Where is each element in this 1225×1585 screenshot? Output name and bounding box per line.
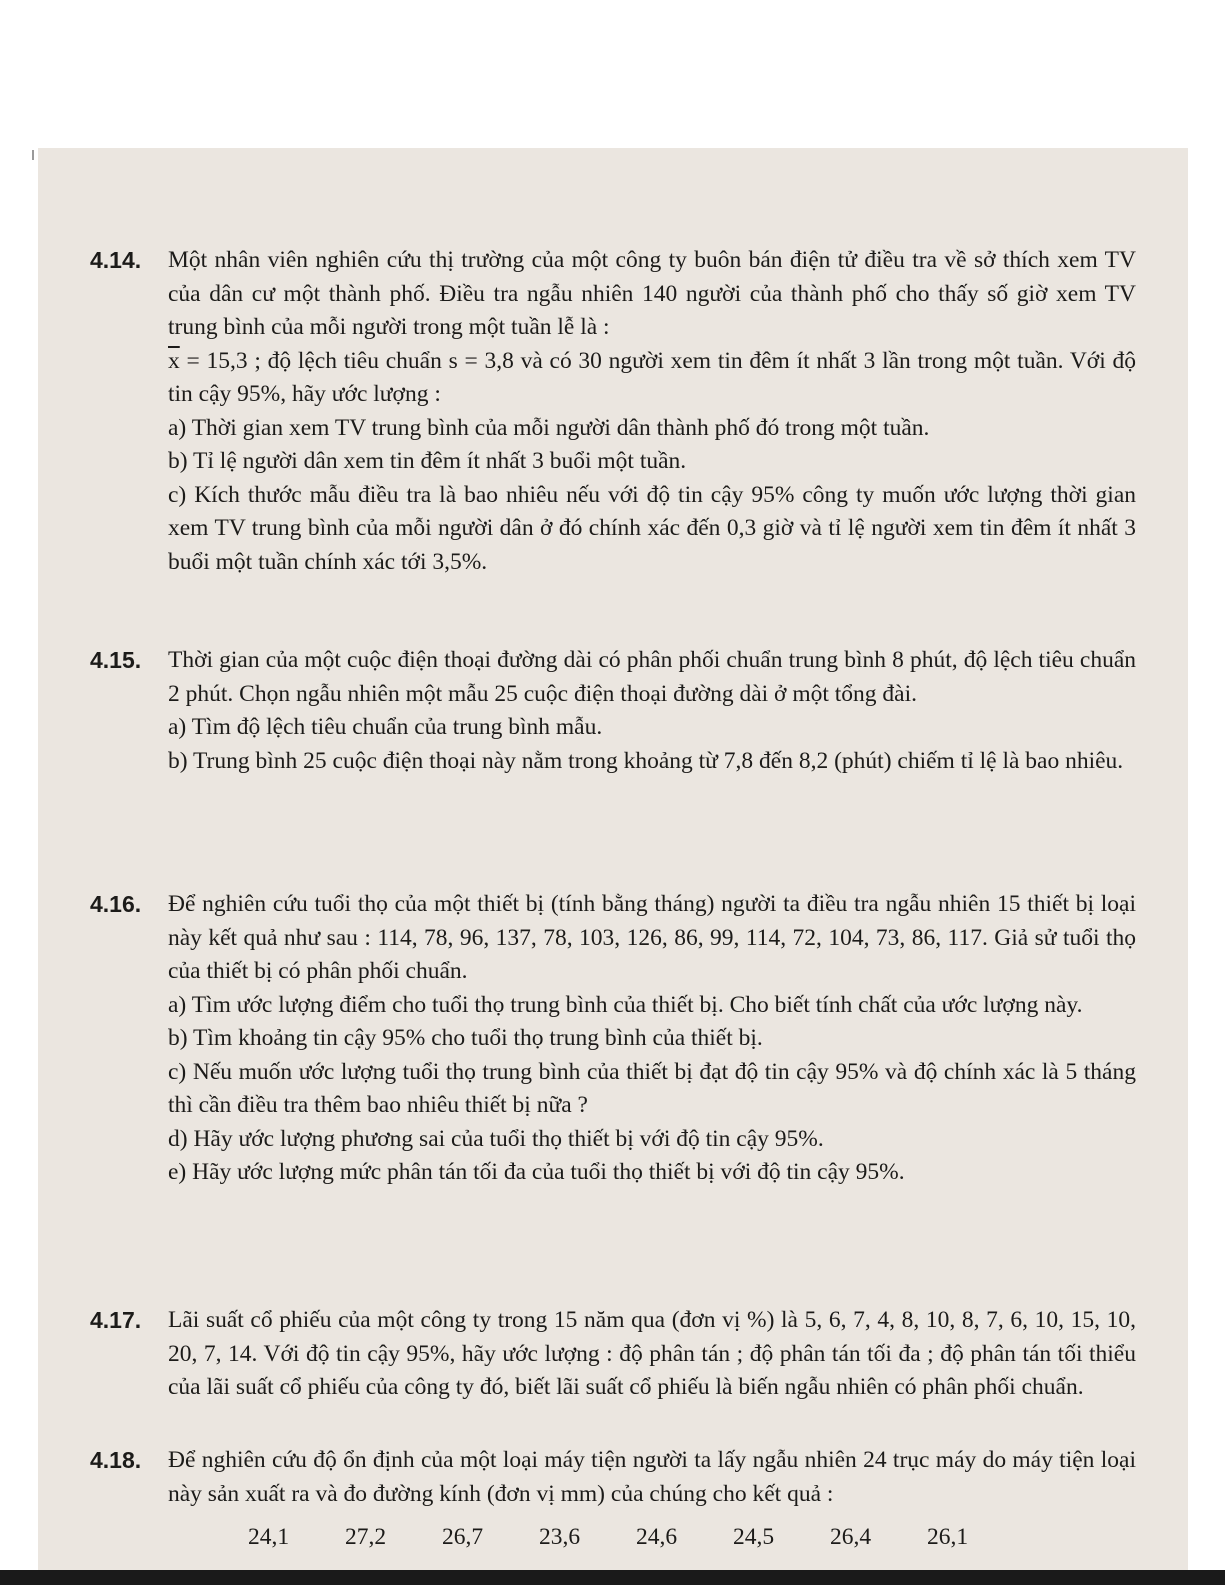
problem-number: 4.16. xyxy=(90,891,142,917)
problem-formula xyxy=(168,345,1136,412)
problem-body xyxy=(168,1304,1136,1405)
measurement-value: 26,1 xyxy=(927,1524,969,1550)
sub-question-b: b) Tỉ lệ người dân xem tin đêm ít nhất 3 buổi một tuần. xyxy=(168,448,687,474)
sub-question-d: d) Hãy ước lượng phương sai của tuổi thọ thiết bị với độ tin cậy 95%. xyxy=(168,1125,824,1152)
bottom-edge-bar xyxy=(0,1570,1225,1585)
scanned-page xyxy=(38,148,1188,1585)
xbar-symbol: $\overline{x}$ xyxy=(168,347,180,374)
problem-number: 4.14. xyxy=(90,247,142,273)
sub-question-b: b) Trung bình 25 cuộc điện thoại này nằm trong khoảng từ 7,8 đến 8,2 (phút) chiếm tỉ lệ là bao nhiêu. xyxy=(168,747,1124,774)
measurement-value: 26,4 xyxy=(830,1524,872,1550)
problem-4-15 xyxy=(90,644,1136,778)
problem-4-14 xyxy=(90,244,1136,579)
measurement-value: 27,2 xyxy=(345,1524,387,1550)
problem-number: 4.15. xyxy=(90,647,142,673)
formula-text: = 15,3 ; độ lệch tiêu chuẩn s = 3,8 và có 30 người xem tin đêm ít nhất 3 lần trong một tuần. Với độ tin cậy 95%, hãy ước lượng : xyxy=(168,347,1136,407)
sub-question-b: b) Tìm khoảng tin cậy 95% cho tuổi thọ trung bình của thiết bị. xyxy=(168,1025,763,1051)
problem-intro: Lãi suất cổ phiếu của một công ty trong 15 năm qua (đơn vị %) là 5, 6, 7, 4, 8, 10, 8, 7, 6, 10, 15, 10, 20, 7, 14. Với độ tin cậy 95%, hãy ước lượng : độ phân tán ; độ phân tán tối đa ; độ phân tán tối thiểu của lãi suất cổ phiếu của công ty đó, biết lãi suất cổ phiếu là biến ngẫu nhiên có phân phối chuẩn. xyxy=(168,1307,1136,1400)
measurement-value: 24,6 xyxy=(636,1524,678,1550)
problem-intro: Một nhân viên nghiên cứu thị trường của một công ty buôn bán điện tử điều tra về sở thích xem TV của dân cư một thành phố. Điều tra ngẫu nhiên 140 người của thành phố cho thấy số giờ xem TV trung bình của mỗi người trong một tuần lễ là : xyxy=(168,247,1136,340)
measurement-row xyxy=(168,1521,1136,1555)
problem-intro: Để nghiên cứu tuổi thọ của một thiết bị (tính bằng tháng) người ta điều tra ngẫu nhiên 15 thiết bị loại này kết quả như sau : 114, 78, 96, 137, 78, 103, 126, 86, 99, 114, 72, 104, 73, 86, 117. Giả sử tuổi thọ của thiết bị có phân phối chuẩn. xyxy=(168,891,1136,984)
sub-question-a: a) Tìm độ lệch tiêu chuẩn của trung bình mẫu. xyxy=(168,714,603,740)
measurement-value: 26,7 xyxy=(442,1524,484,1550)
problem-4-17 xyxy=(90,1304,1136,1405)
problem-number: 4.17. xyxy=(90,1307,142,1333)
problem-number: 4.18. xyxy=(90,1447,142,1473)
sub-question-c: c) Kích thước mẫu điều tra là bao nhiêu nếu với độ tin cậy 95% công ty muốn ước lượng thời gian xem TV trung bình của mỗi người dân ở đó chính xác đến 0,3 giờ và tỉ lệ người xem tin đêm ít nhất 3 buổi một tuần chính xác tới 3,5%. xyxy=(168,481,1136,575)
page-content xyxy=(38,148,1188,1585)
problem-intro: Để nghiên cứu độ ổn định của một loại máy tiện người ta lấy ngẫu nhiên 24 trục máy do máy tiện loại này sản xuất ra và đo đường kính (đơn vị mm) của chúng cho kết quả : xyxy=(168,1447,1136,1507)
scan-edge-mark xyxy=(32,150,34,160)
measurement-value: 24,5 xyxy=(733,1524,775,1550)
sub-question-a: a) Tìm ước lượng điểm cho tuổi thọ trung bình của thiết bị. Cho biết tính chất của ước lượng này. xyxy=(168,991,1083,1018)
problem-4-16 xyxy=(90,888,1136,1190)
measurement-value: 23,6 xyxy=(539,1524,581,1550)
problem-intro: Thời gian của một cuộc điện thoại đường dài có phân phối chuẩn trung bình 8 phút, độ lệch tiêu chuẩn 2 phút. Chọn ngẫu nhiên một mẫu 25 cuộc điện thoại đường dài ở một tổng đài. xyxy=(168,647,1136,707)
problem-body xyxy=(168,244,1136,579)
sub-question-a: a) Thời gian xem TV trung bình của mỗi người dân thành phố đó trong một tuần. xyxy=(168,414,930,441)
measurement-value: 24,1 xyxy=(248,1524,290,1550)
sub-question-c: c) Nếu muốn ước lượng tuổi thọ trung bình của thiết bị đạt độ tin cậy 95% và độ chính xác là 5 tháng thì cần điều tra thêm bao nhiêu thiết bị nữa ? xyxy=(168,1058,1136,1118)
problem-body xyxy=(168,644,1136,778)
sub-question-e: e) Hãy ước lượng mức phân tán tối đa của tuổi thọ thiết bị với độ tin cậy 95%. xyxy=(168,1159,905,1185)
problem-body xyxy=(168,1444,1136,1555)
problem-body xyxy=(168,888,1136,1190)
problem-4-18 xyxy=(90,1444,1136,1555)
